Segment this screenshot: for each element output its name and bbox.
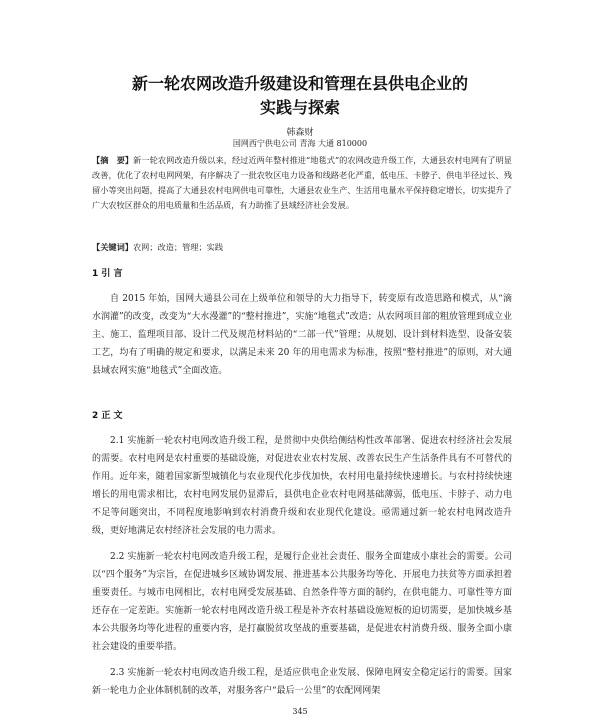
intro-paragraph: 自 2015 年始，国网大通县公司在上级单位和领导的大力指导下，转变原有改造思路和模式，从“滴水润灌”的改变，改变为“大水漫灌”的“整村推进”，实施“地毯式”改造；从农网项目部的粗放管理到成立业主、施工、监理项目部、设计二代及规范材料站的“二部一代”管理；从规划、设计到材料选型、设备安装工艺，均有了明确的规定和要求，以满足未来 20 年的用电需求为标准，按照“整村推进”的原则，对大通县域农网实施“地毯式”全面改造。 — [92, 294, 512, 376]
keywords — [92, 240, 512, 254]
abstract-text: 新一轮农网改造升级以来，经过近两年整村推进“地毯式”的农网改造升级工作，大通县农村电网有了明显改善，优化了农村电网网架，有序解决了一批农牧区电力设备和线路老化严重，低电压、卡脖子、供电半径过长、残留小等突出问题，提高了大通县农村电网供电可靠性，大通县农业生产、生活用电量水平保持稳定增长，切实提升了广大农牧区群众的用电质量和生活品质，有力助推了县域经济社会发展。 — [92, 155, 512, 210]
author-name: 韩森财 — [286, 128, 314, 138]
keywords-label: 【关键词】 — [92, 242, 133, 252]
keywords-text: 农网；改造；管理；实践 — [132, 242, 224, 252]
page-number: 345 — [292, 707, 308, 716]
abstract-label: 【摘 要】 — [92, 155, 134, 165]
paper-title — [60, 72, 540, 120]
section-heading-intro: 1 引 言 — [92, 269, 123, 279]
title-line-1: 新一轮农网改造升级建设和管理在县供电企业的 — [131, 74, 468, 93]
body-paragraph-2-1: 2.1 实施新一轮农村电网改造升级工程，是贯彻中央供给侧结构性改革部署、促进农村经济社会发展的需要。农村电网是农村重要的基础设施，对促进农业农村发展、改善农民生产生活条件具有不可替代的作用。近年来，随着国家新型城镇化与农业现代化步伐加快，农村用电量持续快速增长。与农村持续快速增长的用电需求相比，农村电网发展仍显滞后，县供电企业农村电网基础薄弱，低电压、卡脖子、动力电不足等问题突出，不同程度地影响到农村消费升级和农业现代化建设。亟需通过新一轮农村电网改造升级，更好地满足农村经济社会发展的电力需求。 — [92, 436, 512, 536]
author-affiliation: 国网西宁供电公司 青海 大通 810000 — [232, 139, 368, 148]
body-paragraph-2-2: 2.2 实施新一轮农村电网改造升级工程，是履行企业社会责任、服务全面建成小康社会的需要。公司以“四个服务”为宗旨，在促进城乡区域协调发展、推进基本公共服务均等化、开展电力扶贫等方面承担着重要责任。与城市电网相比，农村电网受发展基础、自然条件等方面的制约，在供电能力、可靠性等方面还存在一定差距。实施新一轮农村电网改造升级工程是补齐农村基础设施短板的迫切需要，是加快城乡基本公共服务均等化进程的重要内容，是打赢脱贫攻坚战的重要基础，是促进农村消费升级、服务全面小康社会建设的重要举措。 — [92, 552, 512, 652]
abstract — [92, 153, 512, 213]
body-paragraph-2-3: 2.3 实施新一轮农村电网改造升级工程，是适应供电企业发展、保障电网安全稳定运行的需要。国家新一轮电力企业体制机制的改革，对服务客户“最后一公里”的农配网网架 — [92, 668, 512, 696]
section-heading-body: 2 正 文 — [92, 411, 123, 421]
title-line-2: 实践与探索 — [259, 98, 340, 117]
